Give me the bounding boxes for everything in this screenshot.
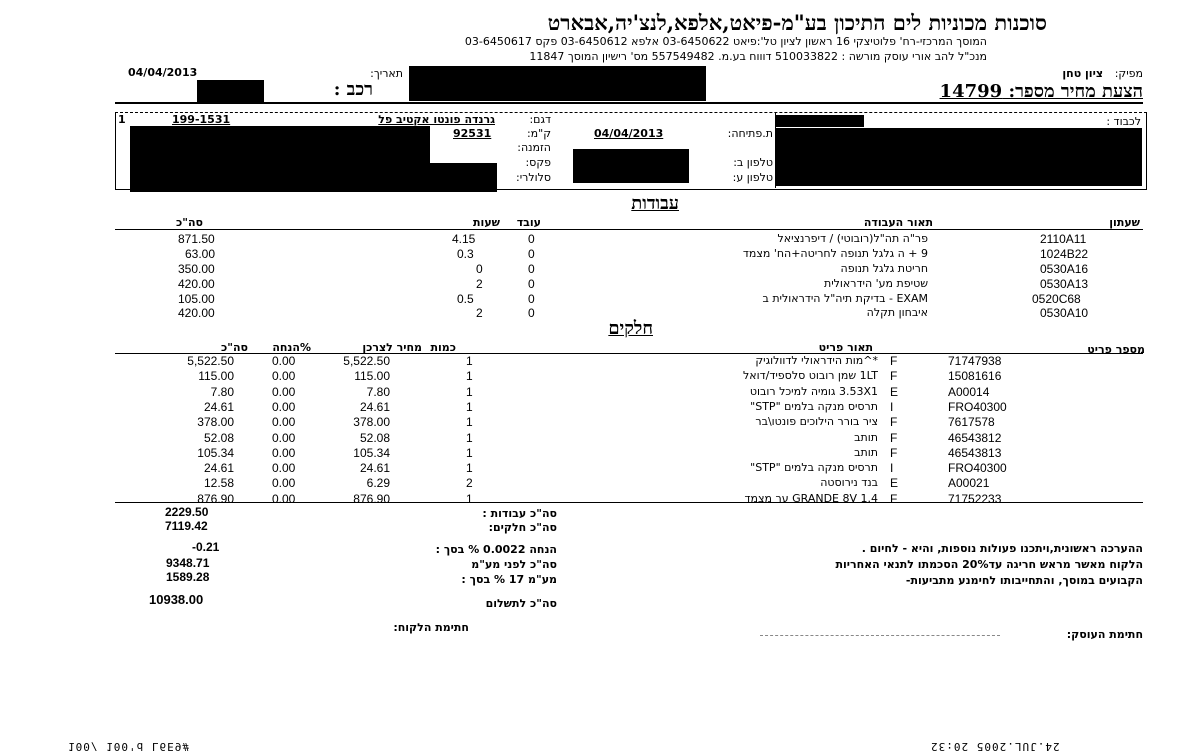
supplier-label: מפיק: — [1114, 67, 1143, 80]
table-row — [0, 385, 1183, 399]
vat-value: 1589.28 — [166, 570, 210, 584]
part-discount: 0.00 — [272, 369, 296, 383]
part-flag: F — [890, 492, 898, 506]
company-address: המוסך המרכזי-רח' פלוטיצקי 16 ראשון לציון טל':פיאט 03-6450622 אלפא 03-6450612 פקס 03-6450617 — [464, 35, 987, 48]
table-row — [0, 232, 1183, 246]
vehicle-plate: 199-1531 — [172, 113, 231, 126]
part-total: 7.80 — [210, 385, 234, 399]
labor-total: 350.00 — [178, 262, 215, 276]
part-number: 46543813 — [948, 446, 1002, 460]
company-manager-line: מנכ"ל להב אורי עוסק מורשה : 510033822 דוווח בע.מ. 557549482 מס' רישיון המוסך 11847 — [529, 50, 987, 63]
date-label: תאריך: — [370, 67, 403, 80]
labor-worker: 0 — [528, 292, 535, 306]
total-parts-label: סה"כ חלקים: — [488, 521, 557, 534]
redacted-address-block — [776, 128, 1142, 186]
part-discount: 0.00 — [272, 415, 296, 429]
pay-label: סה"כ לתשלום — [485, 597, 557, 610]
labor-total: 63.00 — [185, 247, 216, 261]
note-line-3: הקבועים במוסך, והתחייבותו לחימנע מתביעות- — [905, 574, 1143, 587]
labor-code: 0530A16 — [1040, 262, 1089, 276]
labor-hours: 2 — [476, 277, 483, 291]
fax-footer-left: 100/ 100'd L6E9# — [68, 740, 190, 753]
labor-header-hours: שעות — [473, 216, 500, 229]
labor-desc: 9 + ה גלגל תנופה לחריטה+הח' מצמד — [742, 247, 928, 260]
part-number: 15081616 — [948, 369, 1002, 383]
car-label: רכב : — [333, 79, 373, 100]
labor-desc: שטיפת מע' הידראולית — [823, 277, 928, 290]
header-rule — [115, 102, 1143, 104]
part-desc: תרסיס מנקה בלמים "STP" — [750, 400, 878, 413]
vehicle-model: גרנדה פונטו אקטיב פל — [378, 113, 495, 126]
labor-header-rule — [115, 229, 1143, 230]
table-row — [0, 400, 1183, 414]
table-row — [0, 461, 1183, 475]
part-discount: 0.00 — [272, 492, 296, 506]
labor-hours: 0.5 — [457, 292, 474, 306]
part-price: 115.00 — [354, 369, 390, 383]
table-row — [0, 306, 1183, 320]
part-price: 24.61 — [359, 461, 390, 475]
table-row — [0, 277, 1183, 291]
labor-desc: פר"ה תה"ל(רובוטי) / דיפרנציאל — [777, 232, 928, 245]
part-number: A00014 — [948, 385, 990, 399]
part-discount: 0.00 — [272, 461, 296, 475]
part-qty: 1 — [466, 431, 473, 445]
parts-header-desc: תאור פריט — [818, 341, 873, 354]
dealer-signature-label: חתימת העוסק: — [1066, 628, 1143, 641]
table-row — [0, 415, 1183, 429]
cell-label: סלולרי: — [515, 171, 551, 184]
before-vat-label: סה"כ לפני מע"מ — [471, 558, 557, 571]
pay-value: 10938.00 — [149, 592, 204, 607]
table-row — [0, 262, 1183, 276]
part-price: 52.08 — [359, 431, 390, 445]
parts-header-discount: %הנחה — [272, 341, 311, 354]
before-vat-value: 9348.71 — [166, 556, 210, 570]
labor-code: 0520C68 — [1032, 292, 1081, 306]
total-labor-value: 2229.50 — [165, 505, 209, 519]
part-discount: 0.00 — [272, 385, 296, 399]
note-line-1: ההערכה ראשונית,ויתכנו פעולות נוספות, והיא - לחיום . — [861, 542, 1143, 555]
km-value: 92531 — [453, 127, 492, 140]
labor-header-code: שעתון — [1109, 216, 1140, 229]
labor-total: 105.00 — [178, 292, 215, 306]
parts-header-total: סה"כ — [221, 341, 248, 354]
part-total: 378.00 — [197, 415, 234, 429]
part-total: 115.00 — [198, 369, 234, 383]
redacted-to-line1 — [776, 115, 864, 127]
labor-hours: 4.15 — [452, 232, 476, 246]
part-price: 105.34 — [353, 446, 390, 460]
fax-label: פקס: — [525, 156, 551, 169]
labor-total: 871.50 — [178, 232, 215, 246]
labor-total: 420.00 — [178, 277, 215, 291]
parts-header-part-no: מספר פריט — [1087, 343, 1145, 356]
part-qty: 1 — [466, 400, 473, 414]
model-label: דגם: — [529, 113, 551, 126]
phone-home-label: טלפון ב: — [733, 156, 773, 169]
table-row — [0, 492, 1183, 506]
part-number: 71747938 — [948, 354, 1002, 368]
labor-code: 1024B22 — [1040, 247, 1089, 261]
part-desc: *^מות הידראולי לדוולוגיק — [755, 354, 878, 367]
labor-header-desc: תאור העבודה — [863, 216, 933, 229]
discount-label: הנחה 0.0022 % בסך : — [435, 543, 557, 556]
part-flag: F — [890, 369, 898, 383]
header-date: 04/04/2013 — [128, 66, 198, 79]
labor-worker: 0 — [528, 262, 535, 276]
fax-footer-right: 24.JUL.2005 20:32 — [930, 740, 1060, 753]
part-discount: 0.00 — [272, 354, 296, 368]
part-qty: 1 — [466, 415, 473, 429]
parts-title: חלקים — [608, 318, 653, 339]
labor-code: 2110A11 — [1040, 232, 1087, 246]
labor-hours: 0 — [476, 262, 483, 276]
part-total: 24.61 — [203, 400, 234, 414]
labor-desc: איבחון תקלה — [866, 306, 928, 319]
part-flag: F — [890, 415, 898, 429]
part-number: A00021 — [948, 476, 990, 490]
redacted-phones — [573, 149, 689, 183]
part-number: 71752233 — [948, 492, 1002, 506]
labor-desc: חריטת גלגל תנופה — [840, 262, 928, 275]
part-desc: בנד נירוסטה — [820, 476, 878, 489]
part-desc: תותב — [854, 446, 878, 459]
part-discount: 0.00 — [272, 476, 296, 490]
labor-header-worker: עובד — [516, 216, 541, 229]
table-row — [0, 354, 1183, 368]
redacted-cellphone — [387, 163, 497, 192]
table-row — [0, 247, 1183, 261]
to-label: לכבוד : — [1106, 115, 1141, 128]
table-row — [0, 292, 1183, 306]
part-discount: 0.00 — [272, 400, 296, 414]
part-desc: ציר בורר הילוכים פונטו\בר — [755, 415, 878, 428]
part-total: 105.34 — [197, 446, 234, 460]
labor-total: 420.00 — [178, 306, 215, 320]
part-price: 6.29 — [366, 476, 390, 490]
part-flag: F — [890, 354, 898, 368]
labor-hours: 2 — [476, 306, 483, 320]
table-row — [0, 431, 1183, 445]
quote-title: הצעת מחיר מספר: 14799 — [939, 81, 1143, 102]
table-row — [0, 476, 1183, 490]
part-desc: GRANDE 8V 1.4 ער מצמד — [744, 492, 878, 505]
part-qty: 1 — [466, 369, 473, 383]
part-qty: 1 — [466, 385, 473, 399]
order-label: הזמנה: — [517, 141, 551, 154]
parts-header-qty: כמות — [430, 341, 456, 354]
part-desc: 3.53X1 גומיה למיכל רובוט — [749, 385, 878, 398]
line-number: 1 — [118, 113, 126, 126]
open-date-label: ת.פתיחה: — [727, 127, 773, 140]
part-total: 5,522.50 — [187, 354, 234, 368]
part-total: 876.90 — [197, 492, 234, 506]
part-flag: E — [890, 385, 899, 399]
part-price: 7.80 — [366, 385, 390, 399]
part-number: 46543812 — [948, 431, 1002, 445]
labor-code: 0530A10 — [1040, 306, 1089, 320]
vat-label: מע"מ 17 % בסך : — [461, 573, 557, 586]
part-number: 7617578 — [948, 415, 995, 429]
km-label: ק"מ: — [526, 127, 551, 140]
part-total: 52.08 — [203, 431, 234, 445]
redacted-header-info — [409, 66, 706, 101]
labor-header-total: סה"כ — [176, 216, 203, 229]
table-row — [0, 369, 1183, 383]
part-qty: 1 — [466, 354, 473, 368]
part-price: 378.00 — [353, 415, 390, 429]
labor-worker: 0 — [528, 306, 535, 320]
labor-worker: 0 — [528, 247, 535, 261]
labor-title: עבודות — [631, 193, 679, 214]
discount-value: -0.21 — [192, 540, 220, 554]
part-price: 876.90 — [353, 492, 390, 506]
part-flag: E — [890, 476, 899, 490]
part-desc: 1LT שמן רובוט סלספיד/דואל — [743, 369, 878, 382]
phone-work-label: טלפון ע: — [732, 171, 773, 184]
customer-signature-label: חתימת הלקוח: — [393, 621, 469, 634]
part-flag: I — [890, 400, 894, 414]
part-price: 5,522.50 — [343, 354, 390, 368]
part-qty: 1 — [466, 492, 473, 506]
part-number: FRO40300 — [948, 461, 1007, 475]
parts-header-price: מחיר לצרכן — [362, 341, 422, 354]
part-number: FRO40300 — [948, 400, 1007, 414]
labor-desc: EXAM - בדיקת תיה"ל הידראולית ב — [762, 292, 928, 305]
labor-code: 0530A13 — [1040, 277, 1089, 291]
part-qty: 1 — [466, 461, 473, 475]
part-flag: F — [890, 431, 898, 445]
part-qty: 1 — [466, 446, 473, 460]
part-discount: 0.00 — [272, 446, 296, 460]
redacted-car — [197, 80, 264, 102]
note-line-2: הלקוח מאשר מראש חריגה עד20% הסכמתו לתנאי האחריות — [835, 558, 1143, 571]
part-desc: תותב — [854, 431, 878, 444]
table-row — [0, 446, 1183, 460]
redacted-customer-name — [130, 126, 430, 192]
labor-hours: 0.3 — [457, 247, 474, 261]
company-name: סוכנות מכוניות לים התיכון בע"מ-פיאט,אלפא,לנצ'יה,אבארט — [547, 10, 1047, 35]
supplier-name: ציון טחן — [1062, 67, 1103, 80]
total-parts-value: 7119.42 — [165, 519, 208, 533]
part-total: 12.58 — [203, 476, 234, 490]
part-qty: 2 — [466, 476, 473, 490]
part-price: 24.61 — [359, 400, 390, 414]
totals-rule — [115, 502, 1143, 503]
labor-worker: 0 — [528, 277, 535, 291]
part-flag: I — [890, 461, 894, 475]
part-flag: F — [890, 446, 898, 460]
part-desc: תרסיס מנקה בלמים "STP" — [750, 461, 878, 474]
total-labor-label: סה"כ עבודות : — [482, 507, 557, 520]
labor-worker: 0 — [528, 232, 535, 246]
part-total: 24.61 — [203, 461, 234, 475]
part-discount: 0.00 — [272, 431, 296, 445]
open-date: 04/04/2013 — [594, 127, 664, 140]
signature-line — [760, 635, 1000, 636]
